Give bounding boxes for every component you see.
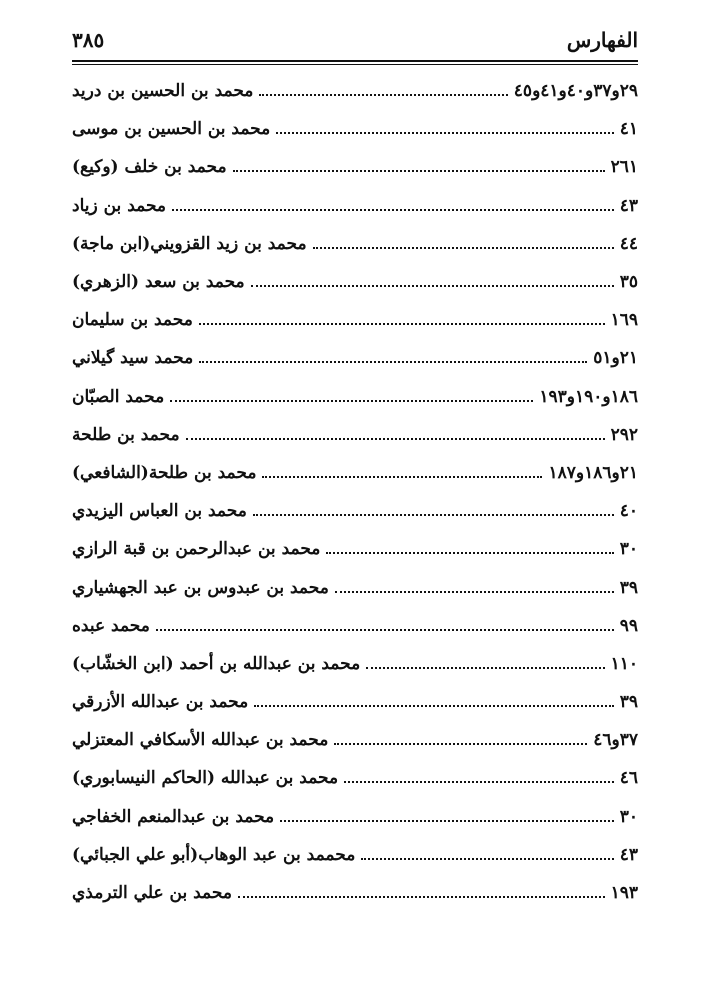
dot-leader	[172, 209, 614, 211]
entry-name: محمد بن عبدالمنعم الخفاجي	[72, 806, 275, 827]
index-entry	[72, 874, 638, 912]
index-entry	[72, 187, 638, 225]
dot-leader	[361, 858, 613, 860]
entry-name: محمد بن طلحة	[72, 424, 180, 445]
page-header	[72, 28, 638, 58]
entry-name: محمد بن الحسين بن دريد	[72, 81, 254, 102]
dot-leader	[253, 514, 614, 516]
dot-leader	[335, 591, 614, 593]
entry-name: محمد عبده	[72, 615, 150, 636]
page-number: ٣٨٥	[72, 28, 105, 52]
dot-leader	[156, 629, 614, 631]
dot-leader	[251, 285, 614, 287]
index-entry	[72, 721, 638, 759]
entry-name: محمد بن عبدالرحمن بن قبة الرازي	[72, 539, 321, 560]
dot-leader	[313, 247, 614, 249]
index-entry	[72, 645, 638, 683]
entry-pages: ١٦٩	[610, 310, 638, 331]
dot-leader	[238, 896, 605, 898]
entry-name: محمد بن زياد	[72, 195, 167, 216]
dot-leader	[170, 400, 533, 402]
entry-pages: ٣٠	[619, 539, 638, 560]
entry-pages: ٣٧و٤٦	[593, 730, 638, 751]
entry-pages: ٩٩	[619, 615, 638, 636]
entry-name: محمد الصبّان	[72, 386, 165, 407]
index-entry	[72, 339, 638, 377]
dot-leader	[186, 438, 605, 440]
entry-pages: ٤٠	[619, 501, 638, 522]
entry-pages: ٢١و٥١	[593, 348, 638, 369]
index-entry	[72, 607, 638, 645]
index-entry	[72, 530, 638, 568]
section-title: الفهارس	[566, 28, 638, 52]
dot-leader	[334, 743, 587, 745]
entry-pages: ٣٠	[619, 806, 638, 827]
entry-pages: ٣٩	[619, 577, 638, 598]
entry-pages: ١٩٣	[610, 883, 638, 904]
entry-name: محمد بن عبدالله بن أحمد (ابن الخشّاب)	[72, 653, 361, 674]
entry-name: محمد بن علي الترمذي	[72, 883, 232, 904]
entry-pages: ٣٩	[619, 692, 638, 713]
entry-name: محممد بن عبد الوهاب(أبو علي الجبائي)	[72, 844, 356, 865]
index-entry	[72, 301, 638, 339]
entry-pages: ٤٣	[619, 195, 638, 216]
index-entry	[72, 378, 638, 416]
header-rule-thick	[72, 60, 638, 62]
index-entry	[72, 492, 638, 530]
index-entry	[72, 759, 638, 797]
entry-name: محمد بن عبدالله (الحاكم النيسابوري)	[72, 768, 339, 789]
entry-name: محمد بن عبدالله الأزرقي	[72, 692, 249, 713]
index-entry	[72, 683, 638, 721]
index-entry	[72, 225, 638, 263]
dot-leader	[262, 476, 542, 478]
index-entry	[72, 836, 638, 874]
entry-name: محمد بن سعد (الزهري)	[72, 272, 245, 293]
entry-name: محمد بن زيد القزويني(ابن ماجة)	[72, 233, 307, 254]
entry-name: محمد بن الحسين بن موسى	[72, 119, 271, 140]
index-entry	[72, 72, 638, 110]
index-entry	[72, 263, 638, 301]
entry-pages: ٣٥	[619, 272, 638, 293]
index-entry	[72, 148, 638, 186]
dot-leader	[366, 667, 604, 669]
index-entry	[72, 416, 638, 454]
entry-pages: ٤٣	[619, 844, 638, 865]
dot-leader	[280, 820, 614, 822]
index-entry	[72, 568, 638, 606]
dot-leader	[233, 170, 605, 172]
entry-name: محمد بن طلحة(الشافعي)	[72, 462, 257, 483]
dot-leader	[254, 705, 614, 707]
entry-pages: ٢٦١	[610, 157, 638, 178]
entry-name: محمد سيد گيلاني	[72, 348, 194, 369]
index-list	[72, 72, 638, 912]
entry-pages: ٤٤	[619, 233, 638, 254]
index-entry	[72, 454, 638, 492]
entry-pages: ١٨٦و١٩٠و١٩٣	[539, 386, 638, 407]
header-rule-thin	[72, 64, 638, 65]
entry-pages: ١١٠	[610, 653, 638, 674]
index-entry	[72, 798, 638, 836]
entry-name: محمد بن سليمان	[72, 310, 193, 331]
index-entry	[72, 110, 638, 148]
entry-pages: ٢٩و٣٧و٤٠و٤١و٤٥	[513, 81, 638, 102]
entry-pages: ٢٩٢	[610, 424, 638, 445]
dot-leader	[259, 94, 507, 96]
entry-name: محمد بن عبدالله الأسكافي المعتزلي	[72, 730, 329, 751]
dot-leader	[326, 552, 613, 554]
dot-leader	[199, 361, 587, 363]
entry-pages: ٤٦	[619, 768, 638, 789]
dot-leader	[199, 323, 605, 325]
entry-name: محمد بن عبدوس بن عبد الجهشياري	[72, 577, 329, 598]
entry-name: محمد بن العباس اليزيدي	[72, 501, 247, 522]
entry-name: محمد بن خلف (وكيع)	[72, 157, 227, 178]
dot-leader	[344, 781, 614, 783]
entry-pages: ٤١	[619, 119, 638, 140]
dot-leader	[276, 132, 613, 134]
entry-pages: ٢١و١٨٦و١٨٧	[548, 462, 638, 483]
